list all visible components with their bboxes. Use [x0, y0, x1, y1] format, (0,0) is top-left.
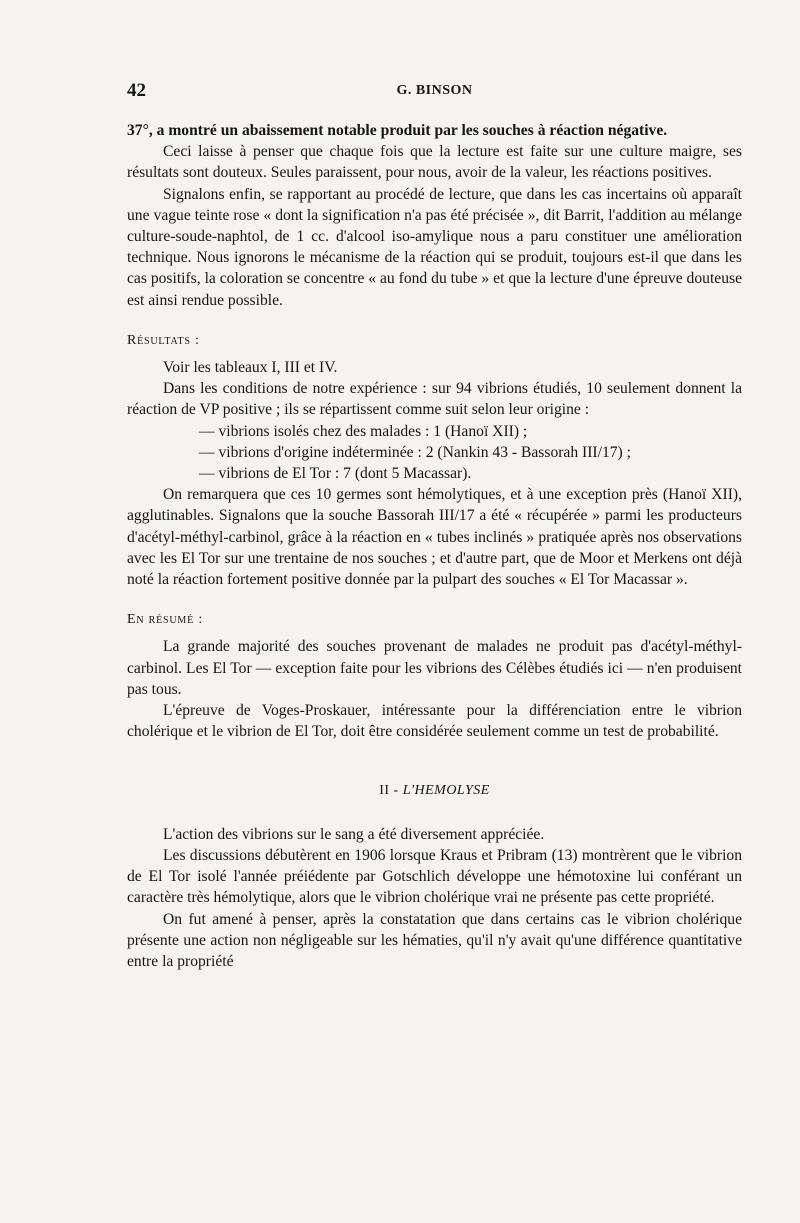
- paragraph: Signalons enfin, se rapportant au procédé de lecture, que dans les cas incertains où apparaît une vague teinte rose « dont la signification n'a pas été précisée », dit Barrit, l'addition au mélange culture-soude-naphtol, de 1 cc. d'alcool iso-amylique nous a paru constituer une amélioration technique. Nous ignorons le mécanisme de la réaction qui se produit, toujours est-il que dans les cas positifs, la coloration se concentre « au fond du tube » et que la lecture d'une épreuve douteuse est ainsi rendue possible.: [127, 185, 742, 309]
- chapter-title: L'HEMOLYSE: [402, 783, 490, 799]
- paragraph: L'épreuve de Voges-Proskauer, intéressante pour la différenciation entre le vibrion cholérique et le vibrion de El Tor, doit être considérée seulement comme un test de probabilité.: [127, 702, 742, 741]
- body-text: [127, 120, 742, 972]
- list-item: — vibrions d'origine indéterminée : 2 (Nankin 43 - Bassorah III/17) ;: [199, 443, 631, 461]
- page-header: [127, 80, 742, 104]
- page-number: 42: [127, 80, 146, 101]
- paragraph: Ceci laisse à penser que chaque fois que la lecture est faite sur une culture maigre, ses résultats sont douteux. Seules paraissent, pour nous, avoir de la valeur, les réactions positives.: [127, 143, 742, 182]
- paragraph: Les discussions débutèrent en 1906 lorsque Kraus et Pribram (13) montrèrent que le vibrion de El Tor isolé l'année préiédente par Gotschlich développe une hémotoxine lui conférant un caractère très hémolytique, alors que le vibrion cholérique vrai ne présente pas cette propriété.: [127, 846, 742, 907]
- list-item: — vibrions de El Tor : 7 (dont 5 Macassar).: [199, 465, 472, 483]
- running-title: G. BINSON: [396, 83, 473, 98]
- section-heading-resultats: Résultats :: [127, 332, 200, 348]
- paragraph: Dans les conditions de notre expérience : sur 94 vibrions étudiés, 10 seulement donnent la réaction de VP positive ; ils se répartissent comme suit selon leur origine :: [127, 380, 742, 419]
- paragraph: Voir les tableaux I, III et IV.: [163, 359, 338, 377]
- chapter-number: II -: [379, 783, 403, 799]
- list-item: — vibrions isolés chez des malades : 1 (Hanoï XII) ;: [199, 422, 528, 440]
- chapter-heading: [127, 780, 742, 801]
- paragraph: On remarquera que ces 10 germes sont hémolytiques, et à une exception près (Hanoï XII), agglutinables. Signalons que la souche Bassorah III/17 a été « récupérée » parmi les producteurs d'acétyl-méthyl-carbinol, grâce à la réaction en « tubes inclinés » pratiquée après nos observations avec les El Tor sur une trentaine de nos souches ; et d'autre part, que de Moor et Merkens ont déjà noté la réaction fortement positive donnée par la pulpart des souches « El Tor Macassar ».: [127, 486, 742, 589]
- paragraph: L'action des vibrions sur le sang a été diversement appréciée.: [163, 825, 545, 843]
- paragraph: La grande majorité des souches provenant de malades ne produit pas d'acétyl-méthyl-carbinol. Les El Tor — exception faite pour les vibrions des Célèbes étudiés ici — n'en produisent pas tous.: [127, 638, 742, 698]
- section-heading-resume: En résumé :: [127, 612, 204, 628]
- paragraph: On fut amené à penser, après la constatation que dans certains cas le vibrion cholérique présente une action non négligeable sur les hématies, qu'il n'y avait qu'une différence quantitative entre la propriété: [127, 910, 742, 970]
- paragraph: 37°, a montré un abaissement notable produit par les souches à réaction négative.: [127, 122, 668, 139]
